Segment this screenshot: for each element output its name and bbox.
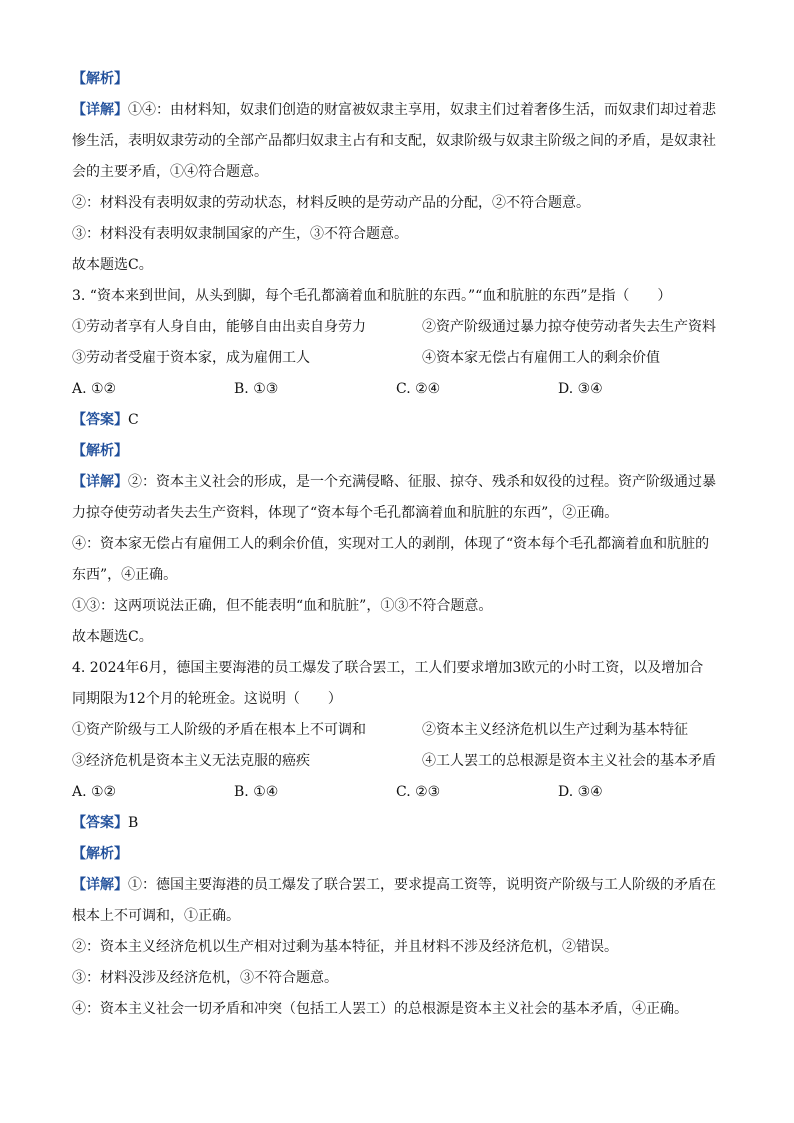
question-4-stem: 4. 2024年6月，德国主要海港的员工爆发了联合罢工，工人们要求增加3欧元的小时工资，以及增加合 (72, 660, 704, 676)
detail-label: 【详解】 (72, 877, 128, 893)
statement-option: ③劳动者受雇于资本家，成为雇佣工人 (72, 350, 310, 366)
answer-choice-d: D. ③④ (558, 381, 603, 397)
explanation-line: ③：材料没涉及经济危机，③不符合题意。 (72, 970, 338, 986)
detail-label: 【详解】 (72, 474, 128, 490)
detail-text: 力掠夺使劳动者失去生产资料，体现了“资本每个毛孔都滴着血和肮脏的东西”，②正确。 (72, 505, 619, 521)
option-row (72, 746, 724, 777)
analysis-label: 【解析】 (72, 846, 128, 862)
answer-choice-c: C. ②③ (396, 784, 441, 800)
answer-choice-b: B. ①④ (234, 784, 279, 800)
statement-option: ②资本主义经济危机以生产过剩为基本特征 (422, 722, 688, 738)
explanation-line: ②：材料没有表明奴隶的劳动状态，材料反映的是劳动产品的分配，②不符合题意。 (72, 195, 590, 211)
statement-option: ①劳动者享有人身自由，能够自由出卖自身劳力 (72, 319, 366, 335)
statement-option: ④工人罢工的总根源是资本主义社会的基本矛盾 (422, 753, 716, 769)
detail-text: 根本上不可调和，①正确。 (72, 908, 240, 924)
explanation-line: ②：资本主义经济危机以生产相对过剩为基本特征，并且材料不涉及经济危机，②错误。 (72, 939, 618, 955)
explanation-line: ③：材料没有表明奴隶制国家的产生，③不符合题意。 (72, 226, 408, 242)
question-4-stem: 同期限为12个月的轮班金。这说明（ ） (72, 691, 342, 707)
explanation-line: ④：资本主义社会一切矛盾和冲突（包括工人罢工）的总根源是资本主义社会的基本矛盾，④正确。 (72, 1001, 688, 1017)
detail-text: ②：资本主义社会的形成，是一个充满侵略、征服、掠夺、残杀和奴役的过程。资产阶级通过暴 (128, 474, 716, 490)
answer-choice-a: A. ①② (72, 381, 117, 397)
answer-choice-d: D. ③④ (558, 784, 603, 800)
explanation-line: 东西”，④正确。 (72, 567, 178, 583)
detail-paragraph (72, 870, 724, 901)
option-row (72, 715, 724, 746)
question-3-stem: 3. “资本来到世间，从头到脚，每个毛孔都滴着血和肮脏的东西。”“血和肮脏的东西”是指（ ） (72, 288, 672, 304)
statement-option: ④资本家无偿占有雇佣工人的剩余价值 (422, 350, 660, 366)
explanation-line: ①③：这两项说法正确，但不能表明“血和肮脏”，①③不符合题意。 (72, 598, 493, 614)
statement-option: ③经济危机是资本主义无法克服的癌疾 (72, 753, 310, 769)
answer-choice-a: A. ①② (72, 784, 117, 800)
answer-value: B (128, 815, 139, 831)
answer-value: C (128, 412, 139, 428)
answer-choices (72, 777, 724, 808)
answer-choice-b: B. ①③ (234, 381, 279, 397)
answer-choices (72, 374, 724, 405)
detail-text: ①：德国主要海港的员工爆发了联合罢工，要求提高工资等，说明资产阶级与工人阶级的矛盾在 (128, 877, 716, 893)
detail-paragraph (72, 95, 724, 126)
document-page (72, 64, 724, 1025)
answer-label: 【答案】 (72, 815, 128, 831)
conclusion-line: 故本题选C。 (72, 629, 153, 645)
answer-choice-c: C. ②④ (396, 381, 441, 397)
detail-text: ①④：由材料知，奴隶们创造的财富被奴隶主享用，奴隶主们过着奢侈生活，而奴隶们却过着悲 (128, 102, 716, 118)
answer-label: 【答案】 (72, 412, 128, 428)
conclusion-line: 故本题选C。 (72, 257, 153, 273)
option-row (72, 343, 724, 374)
statement-option: ①资产阶级与工人阶级的矛盾在根本上不可调和 (72, 722, 366, 738)
option-row (72, 312, 724, 343)
analysis-label: 【解析】 (72, 71, 128, 87)
detail-paragraph (72, 467, 724, 498)
answer-line (72, 405, 724, 436)
statement-option: ②资产阶级通过暴力掠夺使劳动者失去生产资料 (422, 319, 716, 335)
analysis-label: 【解析】 (72, 443, 128, 459)
answer-line (72, 808, 724, 839)
detail-text: 会的主要矛盾，①④符合题意。 (72, 164, 268, 180)
detail-text: 惨生活，表明奴隶劳动的全部产品都归奴隶主占有和支配，奴隶阶级与奴隶主阶级之间的矛盾，是奴隶社 (72, 133, 716, 149)
detail-label: 【详解】 (72, 102, 128, 118)
explanation-line: ④：资本家无偿占有雇佣工人的剩余价值，实现对工人的剥削，体现了“资本每个毛孔都滴着血和肮脏的 (72, 536, 710, 552)
